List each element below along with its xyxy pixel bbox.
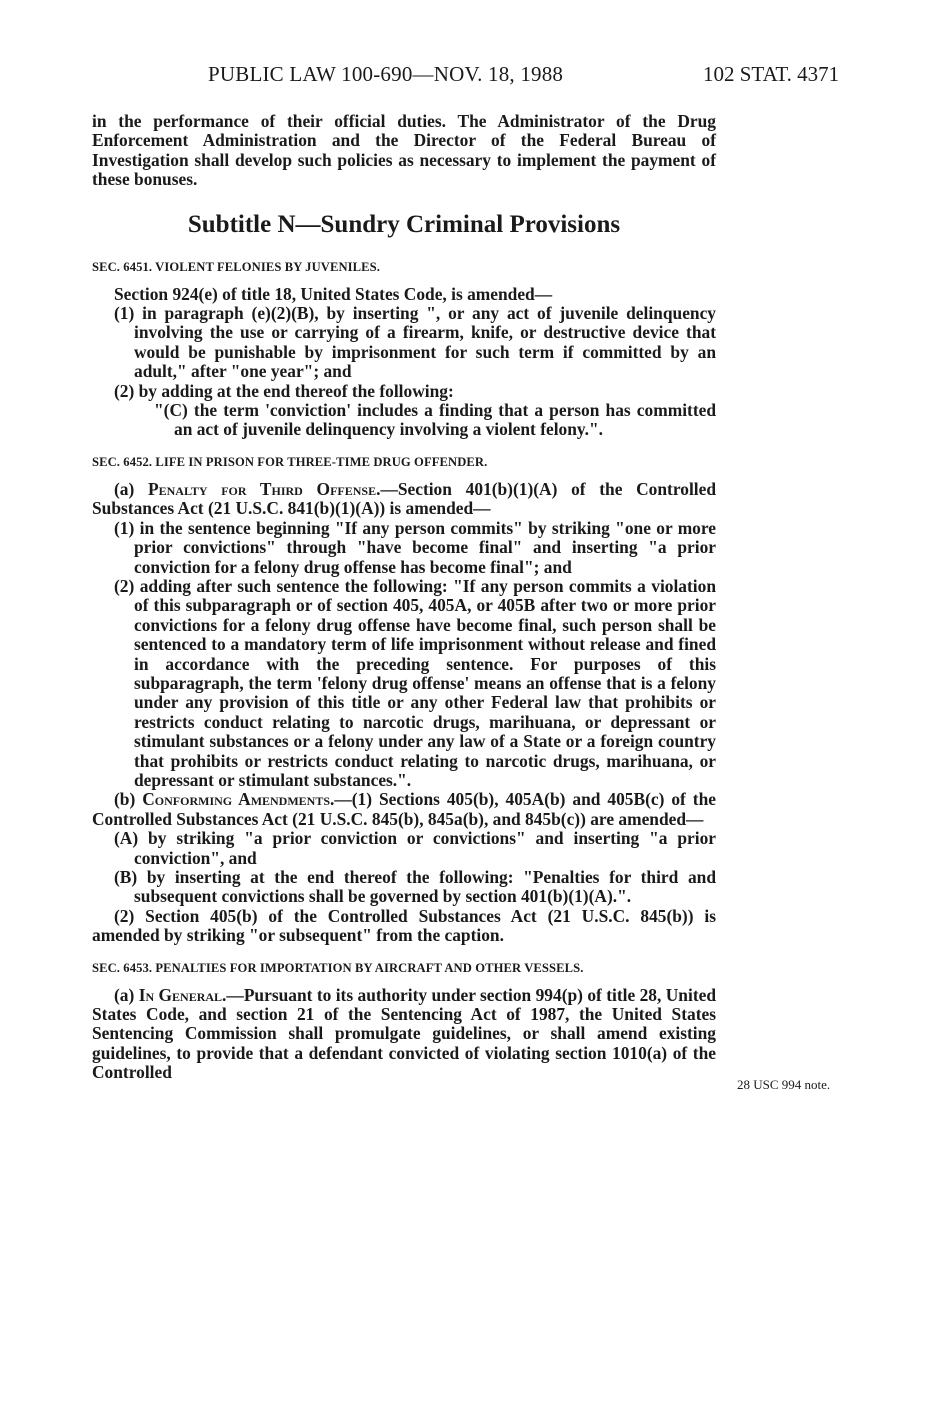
section-6452-a-item-1: (1) in the sentence beginning "If any person commits" by striking "one or more prior convictions" through "have become final" and inserting "a prior conviction for a felony drug offense has become final"; and (114, 517, 716, 577)
statute-page-number: 102 STAT. 4371 (703, 62, 840, 86)
subsection-b-text: —(1) Sections 405(b), 405A(b) and 405B(c) of the Controlled Substances Act (21 U.S.C. 845(b), 845a(b), and 845b(c)) are amended— (92, 789, 716, 829)
section-6452-heading: SEC. 6452. LIFE IN PRISON FOR THREE-TIME DRUG OFFENDER. (92, 454, 488, 469)
section-6453-heading: SEC. 6453. PENALTIES FOR IMPORTATION BY AIRCRAFT AND OTHER VESSELS. (92, 960, 584, 975)
section-6452-a-item-2: (2) adding after such sentence the following: "If any person commits a violation of this subparagraph or of section 405, 405A, or 405B after two or more prior convictions for a felony drug offense have become final, such person shall be sentenced to a mandatory term of life imprisonment without release and fined in accordance with the preceding sentence. For purposes of this subparagraph, the term 'felony drug offense' means an offense that is a felony under any provision of this title or any other Federal law that prohibits or restricts conduct relating to narcotic drugs, marihuana, or depressant or stimulant substances or a felony under any law of a State or a foreign country that prohibits or restricts conduct relating to narcotic drugs, marihuana, or depressant or stimulant substances.". (114, 575, 716, 790)
document-body (92, 112, 716, 1083)
section-6451-item-2-quote: "(C) the term 'conviction' includes a finding that a person has committed an act of juvenile delinquency involving a violent felony.". (154, 400, 716, 440)
section-6452-b-item-A: (A) by striking "a prior conviction or convictions" and inserting "a prior conviction", and (114, 828, 716, 868)
section-6452-subsection-b (92, 790, 716, 829)
subtitle-heading: Subtitle N—Sundry Criminal Provisions (187, 210, 621, 238)
running-head (0, 62, 943, 90)
subsection-a-text: —Section 401(b)(1)(A) of the Controlled Substances Act (21 U.S.C. 841(b)(1)(A)) is amended— (92, 478, 716, 519)
subsection-a-label: (a) (114, 478, 148, 499)
subsection-b-caption: Conforming Amendments. (142, 789, 335, 810)
section-6451-item-2: (2) by adding at the end thereof the following: (114, 380, 454, 401)
section-6451-intro: Section 924(e) of title 18, United States Code, is amended— (114, 283, 553, 304)
section-6452-b-paragraph-2: (2) Section 405(b) of the Controlled Substances Act (21 U.S.C. 845(b)) is amended by striking "or subsequent" from the caption. (92, 905, 716, 946)
carryover-paragraph: in the performance of their official duties. The Administrator of the Drug Enforcement Administration and the Director of the Federal Bureau of Investigation shall develop such policies as necessary to implement the payment of these bonuses. (92, 111, 716, 190)
subsection-a-text: —Pursuant to its authority under section 994(p) of title 28, United States Code, and section 21 of the Sentencing Act of 1987, the United States Sentencing Commission shall promulgate guidelines, or shall amend existing guidelines, to provide that a defendant convicted of violating section 1010(a) of the Controlled (92, 984, 716, 1083)
running-head-title: PUBLIC LAW 100-690—NOV. 18, 1988 (208, 62, 564, 86)
subsection-a-caption: In General. (138, 984, 227, 1005)
section-6452-subsection-a (92, 480, 716, 519)
section-6453-subsection-a (92, 986, 716, 1083)
subsection-a-label: (a) (114, 984, 139, 1005)
margin-note-citation: 28 USC 994 note. (737, 1077, 831, 1092)
section-6451-heading: SEC. 6451. VIOLENT FELONIES BY JUVENILES. (92, 259, 381, 274)
subsection-a-caption: Penalty for Third Offense. (147, 478, 381, 499)
section-6452-b-item-B: (B) by inserting at the end thereof the following: "Penalties for third and subsequent convictions shall be governed by section 401(b)(1)(A).". (114, 867, 716, 907)
subsection-b-label: (b) (114, 789, 143, 810)
section-6451-item-1: (1) in paragraph (e)(2)(B), by inserting ", or any act of juvenile delinquency involving the use or carrying of a firearm, knife, or destructive device that would be punishable by imprisonment for such term if committed by an adult," after "one year"; and (114, 303, 716, 382)
